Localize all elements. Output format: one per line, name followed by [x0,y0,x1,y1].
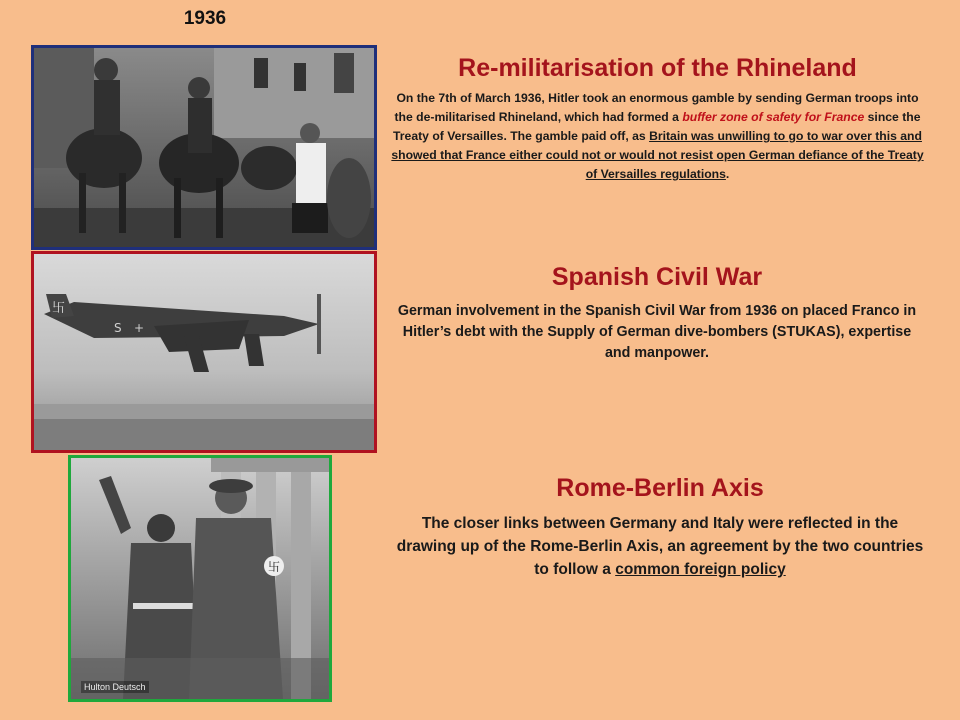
rhineland-section [390,52,925,184]
spanish-civil-war-title: Spanish Civil War [551,263,763,291]
stuka-photo-graphic [34,254,374,450]
rome-berlin-axis-title: Rome-Berlin Axis [556,474,764,502]
photo-watermark: Hulton Deutsch [81,681,149,693]
svg-text:卐: 卐 [52,301,66,316]
mussolini-hitler-photo [68,455,332,702]
common-foreign-policy-phrase: common foreign policy [615,561,786,578]
buffer-zone-phrase: buffer zone of safety for France [682,110,865,124]
rhineland-title: Re-militarisation of the Rhineland [458,54,857,82]
stuka-bomber-photo [31,251,377,453]
britain-unwilling-phrase: Britain was unwilling to go to war over this and showed that France either could not or would not resist open German defiance of the Treaty of Versailles regulations [391,129,924,181]
rhineland-text-part-c: since the Treaty of Versailles. The gamble paid off, as [393,110,921,143]
rome-berlin-axis-text [395,512,925,581]
rome-berlin-axis-section [395,472,925,581]
rhineland-text-part-e: . [725,167,730,181]
spanish-civil-war-text: German involvement in the Spanish Civil War from 1936 on placed Franco in Hitler’s debt with the Supply of German dive-bombers (STUKAS), expertise and manpower. [397,303,917,361]
rhineland-text-part-a: On the 7th of March 1936, Hitler took an enormous gamble by sending German troops into the de-militarised Rhineland, which had formed a [394,91,919,124]
svg-text:卐: 卐 [268,560,281,574]
rhineland-troops-photo [31,45,377,250]
svg-text:+: + [134,321,145,335]
svg-text:S: S [114,321,122,335]
axis-text-part-a: The closer links between Germany and Italy were reflected in the drawing up of the Rome-Berlin Axis, an agreement by the two countries to follow a [396,515,924,578]
year-heading: 1936 [183,8,227,29]
rhineland-photo-graphic [34,48,374,247]
spanish-civil-war-section [392,261,922,364]
rhineland-text [390,89,925,184]
axis-photo-graphic [71,458,329,699]
